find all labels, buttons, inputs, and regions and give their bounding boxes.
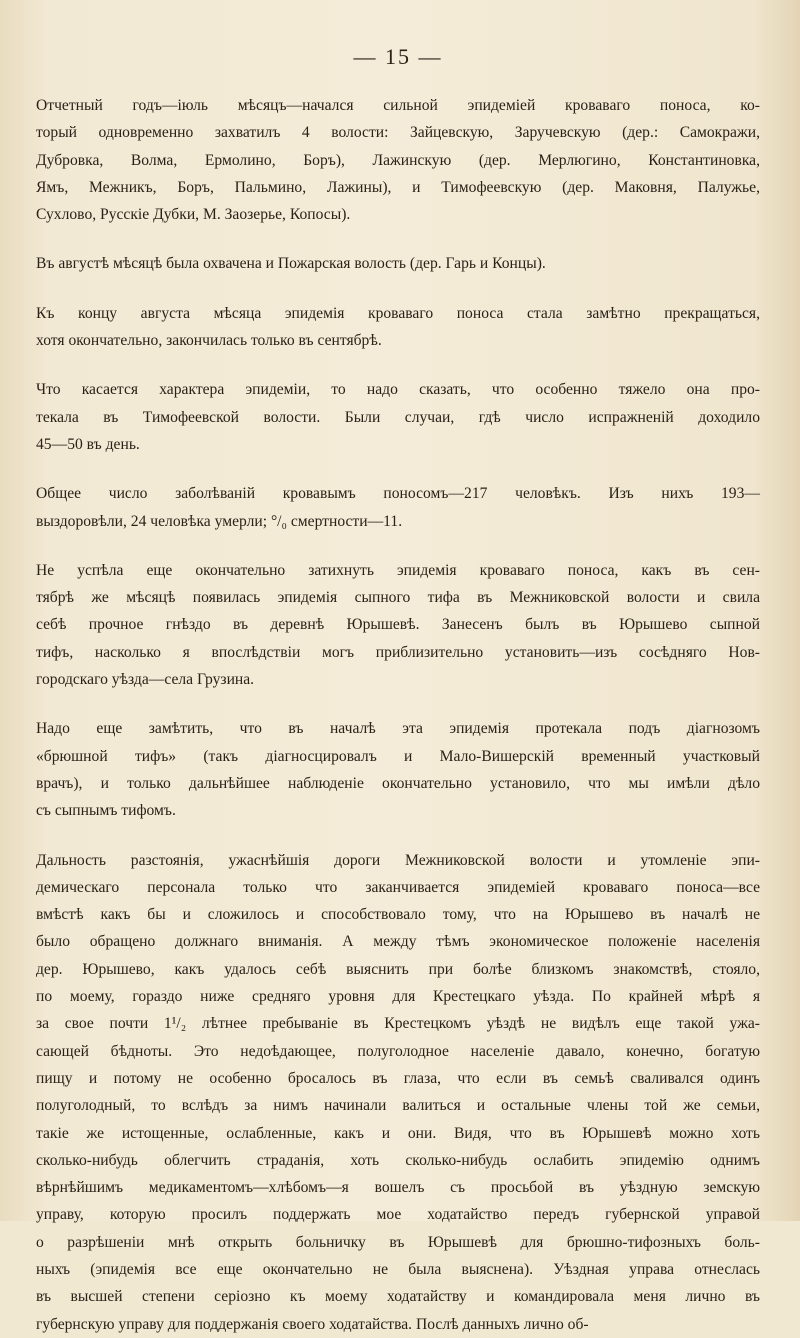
text-line: демическаго персонала только что заканчивается эпидеміей кроваваго поноса—все <box>36 878 760 896</box>
text-line: Дубровка, Волма, Ермолино, Боръ), Лажинскую (дер. Мерлюгино, Константиновка, <box>36 151 760 169</box>
text-line: Что касается характера эпидеміи, то надо сказать, что особенно тяжело она про- <box>36 381 760 399</box>
text-line: управу, которую просилъ поддержать мое ходатайство передъ губернской управой <box>36 1206 760 1224</box>
text-line: Ямъ, Межникъ, Боръ, Пальмино, Лажины), и Тимофеевскую (дер. Маковня, Палужье, <box>36 178 760 196</box>
text-line: Общее число заболѣваній кровавымъ поносомъ—217 человѣкъ. Изъ нихъ 193— <box>36 485 760 503</box>
page-number: — 15 — <box>353 44 443 69</box>
paragraph <box>36 557 760 693</box>
text-line: «брюшной тифъ» (такъ діагносцировалъ и Мало-Вишерскій временный участковый <box>36 747 760 765</box>
text-line: Надо еще замѣтить, что въ началѣ эта эпидемія протекала подъ діагнозомъ <box>36 720 760 738</box>
text-line: сколько-нибудь облегчить страданія, хоть сколько-нибудь ослабить эпидемію однимъ <box>36 1151 760 1169</box>
text-line: вмѣстѣ какъ бы и сложилось и способствовало тому, что на Юрышево въ началѣ не <box>36 906 760 924</box>
paragraph <box>36 847 760 1338</box>
text-line: было обращено должнаго вниманія. А между тѣмъ экономическое положеніе населенія <box>36 933 760 951</box>
text-line: Отчетный годъ—іюль мѣсяцъ—началcя сильной эпидеміей кроваваго поноса, ко- <box>36 97 760 114</box>
text-line: губернскую управу для поддержанія своего ходатайства. Послѣ данныхъ лично об- <box>36 1315 589 1333</box>
text-line: вѣрнѣйшимъ медикаментомъ—хлѣбомъ—я вошелъ съ просьбой въ уѣздную земскую <box>36 1179 760 1197</box>
document-body <box>36 92 760 1338</box>
text-line: Сухлово, Русскіе Дубки, М. Заозерье, Копосы). <box>36 206 351 224</box>
text-line: городскаго уѣзда—села Грузина. <box>36 671 255 689</box>
paragraph <box>36 92 760 228</box>
text-line: съ сыпнымъ тифомъ. <box>36 802 176 820</box>
text-line: хотя окончательно, закончилась только въ сентябрѣ. <box>36 332 382 350</box>
text-line: въ высшей степени серіозно къ моему ходатайству и командировала меня лично въ <box>36 1288 760 1306</box>
text-line: Не успѣла еще окончательно затихнуть эпидемія кроваваго поноса, какъ въ сен- <box>36 561 760 579</box>
paragraph <box>36 300 760 355</box>
text-line: о разрѣшеніи мнѣ открыть больничку въ Юрышевѣ для брюшно-тифозныхъ боль- <box>36 1233 760 1251</box>
text-line: себѣ прочное гнѣздо въ деревнѣ Юрышевѣ. Занесенъ былъ въ Юрышево сыпной <box>36 616 760 634</box>
text-line: Къ концу августа мѣсяца эпидемія кроваваго поноса стала замѣтно прекращаться, <box>36 304 760 322</box>
text-line: за свое почти 1¹/₂ лѣтнее пребываніе въ Крестецкомъ уѣздѣ не видѣлъ еще такой ужа- <box>36 1015 760 1033</box>
text-line: полуголодный, то вслѣдъ за нимъ начинали валиться и остальные члены той же семьи, <box>36 1097 760 1115</box>
paragraph <box>36 376 760 458</box>
text-line: ныхъ (эпидемія все еще окончательно не была выяснена). Уѣздная управа отнеслась <box>36 1260 760 1278</box>
text-line: Въ августѣ мѣсяцѣ была охвачена и Пожарская волость (дер. Гарь и Концы). <box>36 255 546 273</box>
paragraph <box>36 480 760 535</box>
text-line: тифъ, насколько я впослѣдствіи могъ приблизительно установить—изъ сосѣдняго Нов- <box>36 643 760 661</box>
text-line: такіе же истощенные, ослабленные, какъ и они. Видя, что въ Юрышевѣ можно хоть <box>36 1124 760 1142</box>
text-line: пищу и потому не особенно бросалось въ глаза, что если въ семьѣ сваливался одинъ <box>36 1069 760 1087</box>
text-line: сающей бѣдноты. Это недоѣдающее, полуголодное населеніе давало, конечно, богатую <box>36 1042 760 1060</box>
text-line: по моему, гораздо ниже средняго уровня для Крестецкаго уѣзда. По крайней мѣрѣ я <box>36 988 760 1006</box>
text-line: дер. Юрышево, какъ удалось себѣ выяснить при болѣе близкомъ знакомствѣ, стояло, <box>36 960 760 978</box>
text-line: 45—50 въ день. <box>36 435 140 453</box>
paragraph <box>36 715 760 824</box>
text-line: Дальность разстоянія, ужаснѣйшія дороги Межниковской волости и утомленіе эпи- <box>36 851 760 869</box>
text-line: тябрѣ же мѣсяцѣ появилась эпидемія сыпного тифа въ Межниковской волости и свила <box>36 589 760 607</box>
text-line: торый одновременно захватилъ 4 волости: Зайцевскую, Заручевскую (дер.: Самокражи, <box>36 124 760 142</box>
paragraph <box>36 250 760 277</box>
text-line: врачъ), и только дальнѣйшее наблюденіе окончательно установило, что мы имѣли дѣло <box>36 774 760 792</box>
text-line: текала въ Тимофеевской волости. Были случаи, гдѣ число испражненій доходило <box>36 408 760 426</box>
text-line: выздоровѣли, 24 человѣка умерли; °/₀ смертности—11. <box>36 512 403 530</box>
